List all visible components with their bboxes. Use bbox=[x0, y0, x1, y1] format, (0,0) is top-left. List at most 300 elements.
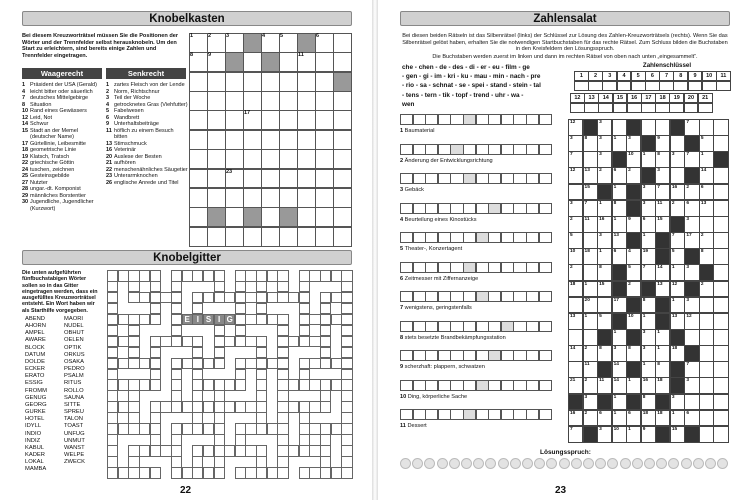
gitter-cell[interactable] bbox=[277, 270, 288, 282]
gitter-cell[interactable] bbox=[182, 336, 193, 348]
answer-box[interactable] bbox=[488, 321, 501, 332]
gitter-cell[interactable] bbox=[150, 303, 161, 315]
gitter-cell[interactable] bbox=[214, 401, 225, 413]
grid-cell[interactable] bbox=[189, 149, 208, 169]
answer-box[interactable] bbox=[413, 114, 426, 125]
key-letter-cell[interactable] bbox=[602, 81, 617, 91]
answer-box[interactable] bbox=[501, 203, 514, 214]
crossword-cell[interactable] bbox=[583, 281, 598, 298]
answer-box[interactable] bbox=[438, 409, 451, 420]
grid-cell[interactable] bbox=[279, 149, 298, 169]
gitter-cell[interactable] bbox=[320, 325, 331, 337]
gitter-cell[interactable] bbox=[309, 358, 320, 370]
solution-circle[interactable] bbox=[461, 458, 472, 469]
crossword-cell[interactable] bbox=[612, 426, 627, 443]
crossword-cell[interactable] bbox=[583, 377, 598, 394]
answer-box[interactable] bbox=[400, 380, 413, 391]
crossword-cell[interactable] bbox=[641, 264, 656, 281]
grid-cell[interactable] bbox=[243, 130, 262, 150]
gitter-cell[interactable] bbox=[150, 434, 161, 446]
gitter-cell[interactable] bbox=[299, 467, 310, 479]
key-letter-cell[interactable] bbox=[673, 81, 688, 91]
gitter-cell[interactable] bbox=[256, 336, 267, 348]
gitter-cell[interactable] bbox=[150, 423, 161, 435]
answer-box[interactable] bbox=[438, 321, 451, 332]
gitter-cell[interactable] bbox=[309, 270, 320, 282]
gitter-cell[interactable] bbox=[160, 292, 171, 304]
crossword-cell[interactable] bbox=[670, 151, 685, 168]
crossword-cell[interactable] bbox=[713, 394, 728, 411]
answer-box[interactable] bbox=[400, 114, 413, 125]
answer-box[interactable] bbox=[413, 203, 426, 214]
crossword-cell[interactable] bbox=[597, 151, 612, 168]
crossword-cell[interactable] bbox=[583, 361, 598, 378]
crossword-cell[interactable] bbox=[670, 135, 685, 152]
grid-cell[interactable] bbox=[207, 227, 226, 247]
crossword-cell[interactable] bbox=[583, 216, 598, 233]
gitter-cell[interactable] bbox=[299, 281, 310, 293]
gitter-cell[interactable] bbox=[331, 423, 342, 435]
crossword-cell[interactable] bbox=[597, 281, 612, 298]
gitter-cell[interactable] bbox=[235, 358, 246, 370]
crossword-cell[interactable] bbox=[655, 329, 670, 346]
key-letter-cell[interactable] bbox=[655, 103, 670, 113]
solution-circle[interactable] bbox=[473, 458, 484, 469]
gitter-cell[interactable] bbox=[107, 456, 118, 468]
crossword-cell[interactable] bbox=[641, 297, 656, 314]
gitter-cell[interactable] bbox=[171, 336, 182, 348]
gitter-cell[interactable] bbox=[192, 423, 203, 435]
answer-box[interactable] bbox=[425, 203, 438, 214]
gitter-cell[interactable] bbox=[277, 390, 288, 402]
answer-box[interactable] bbox=[438, 144, 451, 155]
crossword-cell[interactable] bbox=[684, 297, 699, 314]
answer-box[interactable] bbox=[513, 321, 526, 332]
crossword-cell[interactable] bbox=[568, 329, 583, 346]
crossword-cell[interactable] bbox=[597, 135, 612, 152]
grid-cell[interactable] bbox=[243, 149, 262, 169]
gitter-cell[interactable] bbox=[214, 379, 225, 391]
grid-cell[interactable] bbox=[279, 91, 298, 111]
grid-cell[interactable] bbox=[315, 227, 334, 247]
gitter-cell[interactable] bbox=[256, 369, 267, 381]
gitter-cell[interactable] bbox=[128, 390, 139, 402]
gitter-cell[interactable] bbox=[235, 467, 246, 479]
grid-cell[interactable] bbox=[189, 130, 208, 150]
gitter-cell[interactable] bbox=[235, 281, 246, 293]
solution-circle[interactable] bbox=[559, 458, 570, 469]
gitter-cell[interactable] bbox=[214, 412, 225, 424]
crossword-cell[interactable] bbox=[583, 151, 598, 168]
answer-box[interactable] bbox=[526, 173, 539, 184]
gitter-cell[interactable] bbox=[235, 434, 246, 446]
crossword-cell[interactable] bbox=[583, 329, 598, 346]
answer-box[interactable] bbox=[476, 291, 489, 302]
gitter-cell[interactable] bbox=[288, 292, 299, 304]
grid-cell[interactable] bbox=[207, 169, 226, 189]
gitter-cell[interactable] bbox=[192, 336, 203, 348]
crossword-cell[interactable] bbox=[713, 232, 728, 249]
answer-box[interactable] bbox=[438, 203, 451, 214]
gitter-cell[interactable] bbox=[299, 292, 310, 304]
gitter-cell[interactable] bbox=[256, 445, 267, 457]
gitter-cell[interactable] bbox=[341, 412, 352, 424]
gitter-cell[interactable] bbox=[320, 358, 331, 370]
crossword-cell[interactable] bbox=[597, 410, 612, 427]
crossword-cell[interactable] bbox=[568, 313, 583, 330]
crossword-cell[interactable] bbox=[626, 264, 641, 281]
answer-box[interactable] bbox=[539, 173, 552, 184]
crossword-cell[interactable] bbox=[670, 410, 685, 427]
crossword-cell[interactable] bbox=[670, 297, 685, 314]
gitter-cell[interactable] bbox=[331, 270, 342, 282]
crossword-cell[interactable] bbox=[699, 394, 714, 411]
crossword-cell[interactable] bbox=[699, 377, 714, 394]
gitter-cell[interactable] bbox=[341, 423, 352, 435]
crossword-cell[interactable] bbox=[583, 264, 598, 281]
crossword-cell[interactable] bbox=[641, 410, 656, 427]
gitter-cell[interactable] bbox=[107, 292, 118, 304]
grid-cell[interactable] bbox=[225, 52, 244, 72]
answer-box[interactable] bbox=[463, 409, 476, 420]
answer-box[interactable] bbox=[476, 203, 489, 214]
gitter-cell[interactable] bbox=[150, 292, 161, 304]
gitter-cell[interactable] bbox=[235, 292, 246, 304]
gitter-cell[interactable] bbox=[320, 434, 331, 446]
crossword-cell[interactable] bbox=[626, 167, 641, 184]
gitter-cell[interactable] bbox=[245, 314, 256, 326]
gitter-cell[interactable] bbox=[107, 281, 118, 293]
answer-box[interactable] bbox=[476, 350, 489, 361]
gitter-cell[interactable] bbox=[299, 401, 310, 413]
crossword-cell[interactable] bbox=[713, 216, 728, 233]
crossword-cell[interactable] bbox=[699, 119, 714, 136]
answer-box[interactable] bbox=[501, 114, 514, 125]
crossword-cell[interactable] bbox=[626, 410, 641, 427]
gitter-cell[interactable] bbox=[128, 379, 139, 391]
gitter-cell[interactable] bbox=[171, 369, 182, 381]
grid-cell[interactable] bbox=[207, 188, 226, 208]
answer-box[interactable] bbox=[400, 173, 413, 184]
crossword-cell[interactable] bbox=[612, 119, 627, 136]
answer-box[interactable] bbox=[539, 321, 552, 332]
crossword-cell[interactable] bbox=[713, 361, 728, 378]
grid-cell[interactable] bbox=[189, 227, 208, 247]
gitter-cell[interactable] bbox=[214, 445, 225, 457]
gitter-cell[interactable] bbox=[192, 347, 203, 359]
gitter-cell[interactable] bbox=[256, 467, 267, 479]
gitter-cell[interactable] bbox=[192, 379, 203, 391]
crossword-cell[interactable] bbox=[583, 167, 598, 184]
gitter-cell[interactable] bbox=[309, 314, 320, 326]
gitter-cell[interactable] bbox=[192, 401, 203, 413]
grid-cell[interactable] bbox=[297, 91, 316, 111]
crossword-cell[interactable] bbox=[684, 200, 699, 217]
answer-box[interactable] bbox=[476, 262, 489, 273]
answer-box[interactable] bbox=[425, 350, 438, 361]
gitter-cell[interactable] bbox=[107, 390, 118, 402]
gitter-cell[interactable] bbox=[118, 423, 129, 435]
crossword-cell[interactable] bbox=[612, 248, 627, 265]
grid-cell[interactable] bbox=[189, 91, 208, 111]
gitter-cell[interactable] bbox=[203, 358, 214, 370]
grid-cell[interactable] bbox=[333, 169, 352, 189]
gitter-cell[interactable] bbox=[267, 270, 278, 282]
crossword-cell[interactable] bbox=[655, 200, 670, 217]
key-letter-cell[interactable] bbox=[598, 103, 613, 113]
gitter-cell[interactable] bbox=[256, 314, 267, 326]
gitter-cell[interactable] bbox=[277, 434, 288, 446]
grid-cell[interactable] bbox=[333, 91, 352, 111]
answer-box[interactable] bbox=[413, 350, 426, 361]
answer-box[interactable] bbox=[513, 173, 526, 184]
grid-cell[interactable] bbox=[315, 169, 334, 189]
crossword-cell[interactable] bbox=[699, 297, 714, 314]
gitter-cell[interactable] bbox=[214, 292, 225, 304]
gitter-cell[interactable] bbox=[128, 423, 139, 435]
crossword-cell[interactable] bbox=[670, 200, 685, 217]
grid-cell[interactable] bbox=[279, 227, 298, 247]
key-letter-cell[interactable] bbox=[702, 81, 717, 91]
grid-cell[interactable] bbox=[243, 169, 262, 189]
answer-box[interactable] bbox=[463, 144, 476, 155]
gitter-cell[interactable] bbox=[192, 369, 203, 381]
grid-cell[interactable] bbox=[315, 91, 334, 111]
crossword-cell[interactable] bbox=[699, 426, 714, 443]
grid-cell[interactable] bbox=[279, 72, 298, 92]
gitter-cell[interactable] bbox=[150, 412, 161, 424]
gitter-cell[interactable] bbox=[256, 379, 267, 391]
gitter-cell[interactable] bbox=[341, 336, 352, 348]
grid-cell[interactable] bbox=[297, 130, 316, 150]
gitter-cell[interactable] bbox=[341, 314, 352, 326]
answer-box[interactable] bbox=[425, 409, 438, 420]
answer-box[interactable] bbox=[438, 232, 451, 243]
grid-cell[interactable] bbox=[207, 110, 226, 130]
answer-box[interactable] bbox=[463, 350, 476, 361]
gitter-cell[interactable] bbox=[107, 336, 118, 348]
answer-box[interactable] bbox=[413, 291, 426, 302]
grid-cell[interactable] bbox=[225, 72, 244, 92]
grid-cell[interactable] bbox=[189, 110, 208, 130]
answer-box[interactable] bbox=[476, 409, 489, 420]
crossword-cell[interactable] bbox=[684, 394, 699, 411]
key-letter-cell[interactable] bbox=[698, 103, 713, 113]
crossword-cell[interactable] bbox=[612, 410, 627, 427]
gitter-cell[interactable] bbox=[139, 445, 150, 457]
gitter-cell[interactable] bbox=[128, 281, 139, 293]
crossword-cell[interactable] bbox=[597, 167, 612, 184]
gitter-cell[interactable] bbox=[128, 456, 139, 468]
crossword-cell[interactable] bbox=[713, 248, 728, 265]
gitter-cell[interactable] bbox=[107, 434, 118, 446]
answer-box[interactable] bbox=[501, 380, 514, 391]
gitter-cell[interactable] bbox=[128, 445, 139, 457]
answer-box[interactable] bbox=[526, 409, 539, 420]
crossword-cell[interactable] bbox=[641, 426, 656, 443]
solution-circle[interactable] bbox=[693, 458, 704, 469]
solution-circle[interactable] bbox=[668, 458, 679, 469]
gitter-cell[interactable] bbox=[309, 336, 320, 348]
grid-cell[interactable] bbox=[225, 149, 244, 169]
crossword-cell[interactable] bbox=[670, 248, 685, 265]
gitter-cell[interactable] bbox=[214, 434, 225, 446]
gitter-cell[interactable] bbox=[203, 423, 214, 435]
crossword-cell[interactable] bbox=[655, 184, 670, 201]
gitter-cell[interactable] bbox=[235, 270, 246, 282]
grid-cell[interactable] bbox=[315, 207, 334, 227]
answer-box[interactable] bbox=[450, 350, 463, 361]
crossword-cell[interactable] bbox=[670, 184, 685, 201]
gitter-cell[interactable] bbox=[107, 467, 118, 479]
gitter-cell[interactable] bbox=[203, 292, 214, 304]
answer-box[interactable] bbox=[400, 321, 413, 332]
answer-box[interactable] bbox=[526, 380, 539, 391]
answer-box[interactable] bbox=[438, 350, 451, 361]
crossword-cell[interactable] bbox=[699, 167, 714, 184]
crossword-cell[interactable] bbox=[612, 135, 627, 152]
answer-box[interactable] bbox=[513, 291, 526, 302]
answer-box[interactable] bbox=[450, 144, 463, 155]
crossword-cell[interactable] bbox=[713, 410, 728, 427]
grid-cell[interactable] bbox=[261, 91, 280, 111]
answer-box[interactable] bbox=[450, 114, 463, 125]
crossword-cell[interactable] bbox=[699, 329, 714, 346]
key-letter-cell[interactable] bbox=[617, 81, 632, 91]
gitter-cell[interactable] bbox=[128, 336, 139, 348]
gitter-cell[interactable] bbox=[320, 314, 331, 326]
grid-cell[interactable] bbox=[243, 72, 262, 92]
gitter-cell[interactable] bbox=[341, 292, 352, 304]
answer-box[interactable] bbox=[488, 144, 501, 155]
answer-box[interactable] bbox=[539, 114, 552, 125]
gitter-cell[interactable] bbox=[256, 456, 267, 468]
crossword-cell[interactable] bbox=[568, 426, 583, 443]
grid-cell[interactable] bbox=[261, 52, 280, 72]
solution-circle[interactable] bbox=[522, 458, 533, 469]
answer-box[interactable] bbox=[450, 321, 463, 332]
gitter-cell[interactable] bbox=[320, 423, 331, 435]
crossword-cell[interactable] bbox=[699, 248, 714, 265]
grid-cell[interactable] bbox=[297, 227, 316, 247]
gitter-cell[interactable] bbox=[277, 379, 288, 391]
crossword-cell[interactable] bbox=[641, 151, 656, 168]
gitter-cell[interactable] bbox=[214, 456, 225, 468]
gitter-cell[interactable] bbox=[107, 325, 118, 337]
gitter-cell[interactable] bbox=[107, 379, 118, 391]
grid-cell[interactable] bbox=[315, 72, 334, 92]
grid-cell[interactable] bbox=[189, 169, 208, 189]
crossword-cell[interactable] bbox=[568, 248, 583, 265]
gitter-cell[interactable] bbox=[214, 467, 225, 479]
answer-box[interactable] bbox=[463, 291, 476, 302]
crossword-cell[interactable] bbox=[699, 184, 714, 201]
gitter-cell[interactable] bbox=[118, 401, 129, 413]
gitter-cell[interactable] bbox=[160, 401, 171, 413]
grid-cell[interactable] bbox=[189, 72, 208, 92]
crossword-cell[interactable] bbox=[655, 361, 670, 378]
answer-box[interactable] bbox=[513, 114, 526, 125]
crossword-cell[interactable] bbox=[626, 281, 641, 298]
grid-cell[interactable] bbox=[207, 130, 226, 150]
grid-cell[interactable] bbox=[333, 188, 352, 208]
crossword-cell[interactable] bbox=[597, 200, 612, 217]
crossword-cell[interactable] bbox=[713, 345, 728, 362]
gitter-cell[interactable] bbox=[299, 379, 310, 391]
crossword-cell[interactable] bbox=[641, 329, 656, 346]
answer-box[interactable] bbox=[526, 291, 539, 302]
crossword-cell[interactable] bbox=[655, 135, 670, 152]
grid-cell[interactable] bbox=[315, 188, 334, 208]
crossword-cell[interactable] bbox=[655, 410, 670, 427]
gitter-cell[interactable] bbox=[150, 467, 161, 479]
gitter-cell[interactable] bbox=[107, 303, 118, 315]
crossword-cell[interactable] bbox=[597, 264, 612, 281]
answer-box[interactable] bbox=[413, 144, 426, 155]
gitter-cell[interactable] bbox=[182, 401, 193, 413]
answer-box[interactable] bbox=[450, 173, 463, 184]
crossword-cell[interactable] bbox=[641, 119, 656, 136]
gitter-cell[interactable] bbox=[224, 379, 235, 391]
answer-box[interactable] bbox=[400, 232, 413, 243]
gitter-cell[interactable] bbox=[299, 423, 310, 435]
crossword-cell[interactable] bbox=[612, 297, 627, 314]
gitter-cell[interactable] bbox=[128, 270, 139, 282]
crossword-cell[interactable] bbox=[670, 167, 685, 184]
answer-box[interactable] bbox=[488, 114, 501, 125]
answer-box[interactable] bbox=[413, 232, 426, 243]
answer-box[interactable] bbox=[476, 321, 489, 332]
solution-circle[interactable] bbox=[424, 458, 435, 469]
crossword-cell[interactable] bbox=[713, 426, 728, 443]
gitter-cell[interactable] bbox=[182, 467, 193, 479]
gitter-cell[interactable] bbox=[288, 445, 299, 457]
crossword-cell[interactable] bbox=[641, 248, 656, 265]
grid-cell[interactable] bbox=[297, 188, 316, 208]
gitter-cell[interactable] bbox=[256, 292, 267, 304]
crossword-cell[interactable] bbox=[641, 361, 656, 378]
gitter-cell[interactable] bbox=[214, 390, 225, 402]
gitter-cell[interactable] bbox=[277, 423, 288, 435]
key-letter-cell[interactable] bbox=[631, 81, 646, 91]
gitter-cell[interactable] bbox=[245, 292, 256, 304]
answer-box[interactable] bbox=[539, 350, 552, 361]
key-letter-cell[interactable] bbox=[627, 103, 642, 113]
gitter-cell[interactable] bbox=[341, 270, 352, 282]
gitter-cell[interactable] bbox=[203, 379, 214, 391]
grid-cell[interactable] bbox=[279, 130, 298, 150]
key-letter-cell[interactable] bbox=[684, 103, 699, 113]
answer-box[interactable] bbox=[476, 173, 489, 184]
gitter-cell[interactable] bbox=[320, 292, 331, 304]
crossword-cell[interactable] bbox=[612, 167, 627, 184]
gitter-cell[interactable] bbox=[256, 347, 267, 359]
gitter-cell[interactable] bbox=[331, 358, 342, 370]
gitter-cell[interactable] bbox=[150, 270, 161, 282]
crossword-cell[interactable] bbox=[597, 377, 612, 394]
gitter-cell[interactable] bbox=[267, 358, 278, 370]
gitter-cell[interactable] bbox=[341, 303, 352, 315]
answer-box[interactable] bbox=[463, 173, 476, 184]
answer-box[interactable] bbox=[463, 203, 476, 214]
gitter-cell[interactable] bbox=[235, 401, 246, 413]
gitter-cell[interactable] bbox=[128, 401, 139, 413]
gitter-cell[interactable] bbox=[235, 303, 246, 315]
gitter-cell[interactable] bbox=[277, 314, 288, 326]
grid-cell[interactable] bbox=[207, 72, 226, 92]
answer-box[interactable] bbox=[400, 291, 413, 302]
gitter-cell[interactable] bbox=[277, 347, 288, 359]
